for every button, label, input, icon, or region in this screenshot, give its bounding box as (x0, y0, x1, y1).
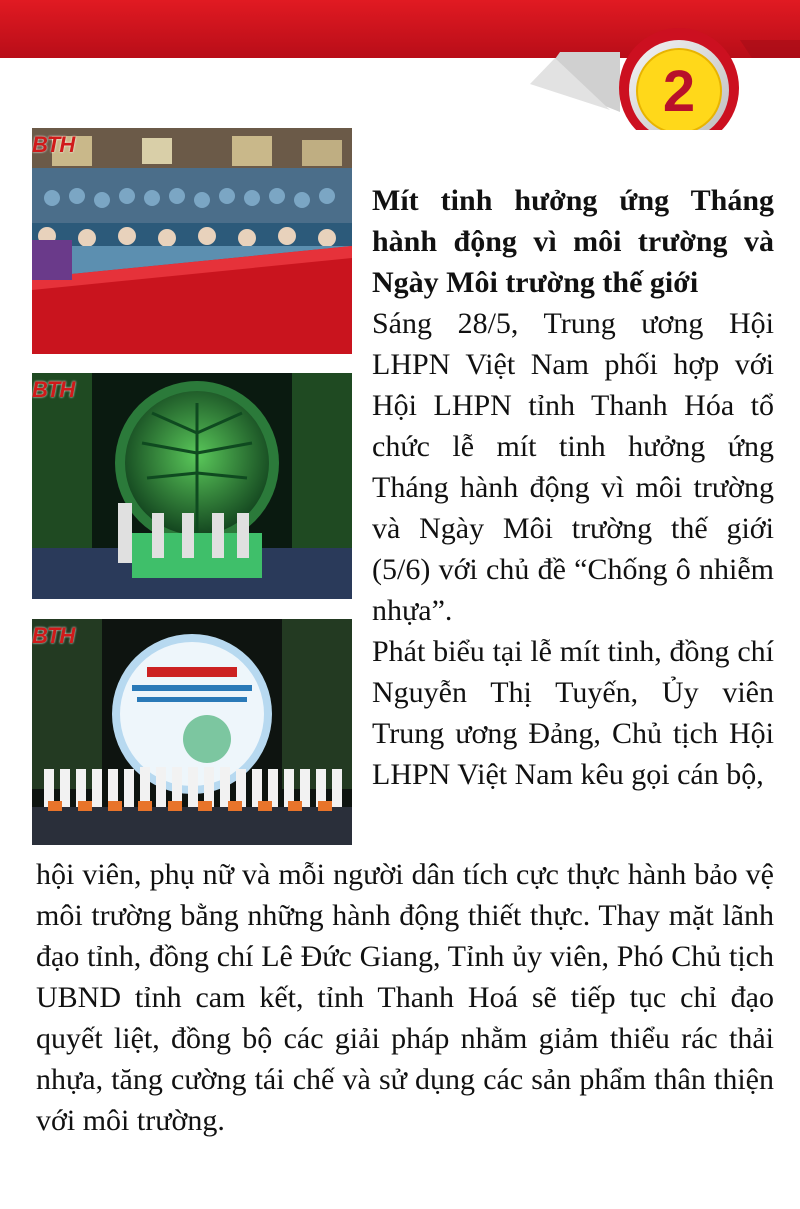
photo-logo: BTH (32, 623, 75, 648)
audience-photo (32, 128, 352, 354)
stage-group-photo (32, 619, 352, 845)
photo-logo: BTH (32, 132, 75, 157)
section-number: 2 (662, 58, 696, 124)
article-column (372, 180, 774, 795)
stage-leaf-photo (32, 373, 352, 599)
photo-logo: BTH (32, 377, 75, 402)
article-paragraph-2-continued: hội viên, phụ nữ và mỗi người dân tích cực thực hành bảo vệ môi trường bằng những hành động thiết thực. Thay mặt lãnh đạo tỉnh, đồng chí Lê Đức Giang, Tỉnh ủy viên, Phó Chủ tịch UBND tỉnh cam kết, tỉnh Thanh Hoá sẽ tiếp tục chỉ đạo quyết liệt, đồng bộ các giải pháp nhằm giảm thiểu rác thải nhựa, tăng cường tái chế và sử dụng các sản phẩm thân thiện với môi trường. (36, 858, 774, 1137)
article-headline: Mít tinh hưởng ứng Tháng hành động vì môi trường và Ngày Môi trường thế giới (372, 184, 774, 299)
article-paragraph-1: Sáng 28/5, Trung ương Hội LHPN Việt Nam phối hợp với Hội LHPN tỉnh Thanh Hóa tổ chức lễ mít tinh hưởng ứng Tháng hành động vì môi trường và Ngày Môi trường thế giới (5/6) với chủ đề “Chống ô nhiễm nhựa”. (372, 307, 774, 627)
article-paragraph-2-start: Phát biểu tại lễ mít tinh, đồng chí Nguyễn Thị Tuyến, Ủy viên Trung ương Đảng, Chủ tịch Hội LHPN Việt Nam kêu gọi cán bộ, (372, 635, 774, 791)
